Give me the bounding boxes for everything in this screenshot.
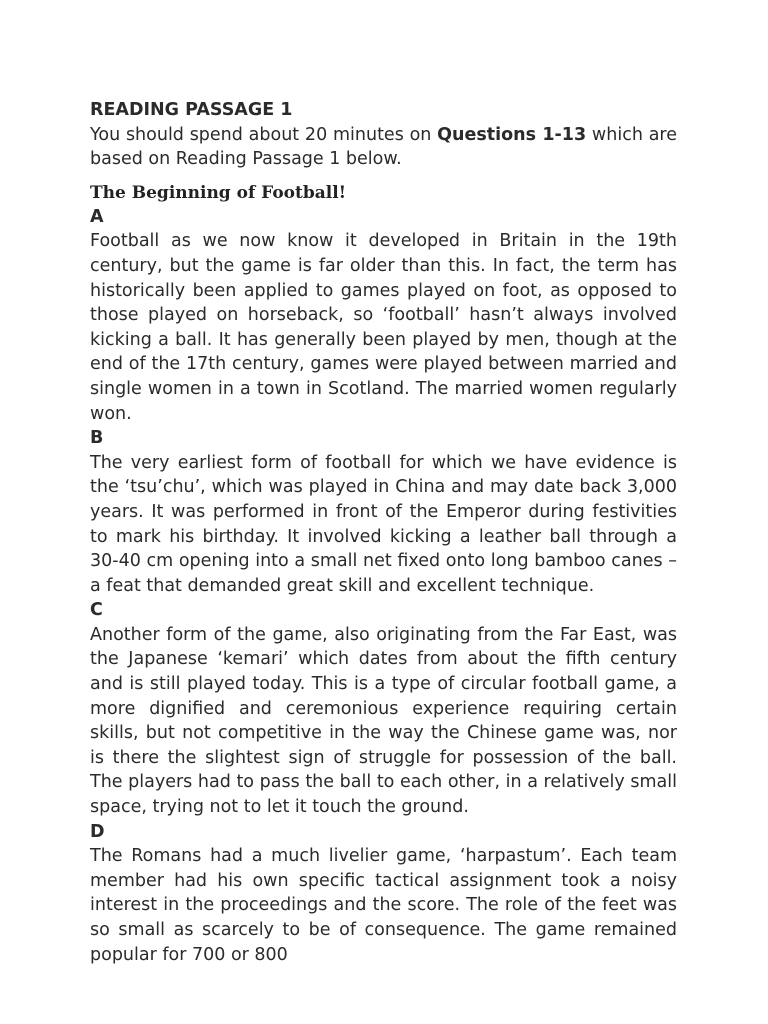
section-paragraph-b: The very earliest form of football for which we have evidence is the ‘tsu’chu’, which was played in China and may date back 3,000 years. It was performed in front of the Emperor during festivities to mark his birthday. It involved kicking a leather ball through a 30-40 cm opening into a small net fixed onto long bamboo canes – a feat that demanded great skill and excellent technique. bbox=[90, 452, 677, 596]
section-letter-d: D bbox=[90, 821, 105, 842]
section-letter-a: A bbox=[90, 206, 104, 227]
reading-passage bbox=[90, 98, 677, 967]
section-paragraph-d: The Romans had a much livelier game, ‘harpastum’. Each team member had his own specific tactical assignment took a noisy interest in the proceedings and the score. The role of the feet was so small as scarcely to be of consequence. The game remained popular for 700 or 800 bbox=[90, 846, 677, 965]
section-letter-c: C bbox=[90, 600, 103, 621]
intro-text-start: You should spend about 20 minutes on bbox=[90, 124, 438, 145]
section-paragraph-a: Football as we now know it developed in Britain in the 19th century, but the game is far older than this. In fact, the term has historically been applied to games played on foot, as opposed to those played on horseback, so ‘football’ hasn’t always involved kicking a ball. It has generally been played by men, though at the end of the 17th century, games were played between married and single women in a town in Scotland. The married women regularly won. bbox=[90, 231, 677, 424]
article-title: The Beginning of Football! bbox=[90, 182, 347, 203]
intro-questions-range: Questions 1-13 bbox=[437, 124, 587, 145]
section-paragraph-c: Another form of the game, also originating from the Far East, was the Japanese ‘kemari’ which dates from about the fifth century and is still played today. This is a type of circular football game, a more dignified and ceremonious experience requiring certain skills, but not competitive in the way the Chinese game was, nor is there the slightest sign of struggle for possession of the ball. The players had to pass the ball to each other, in a relatively small space, trying not to let it touch the ground. bbox=[90, 624, 677, 818]
section-letter-b: B bbox=[90, 428, 104, 449]
intro-text-end: which are based on Reading Passage 1 below. bbox=[90, 124, 677, 170]
passage-instructions bbox=[90, 123, 677, 172]
passage-heading: READING PASSAGE 1 bbox=[90, 100, 293, 120]
